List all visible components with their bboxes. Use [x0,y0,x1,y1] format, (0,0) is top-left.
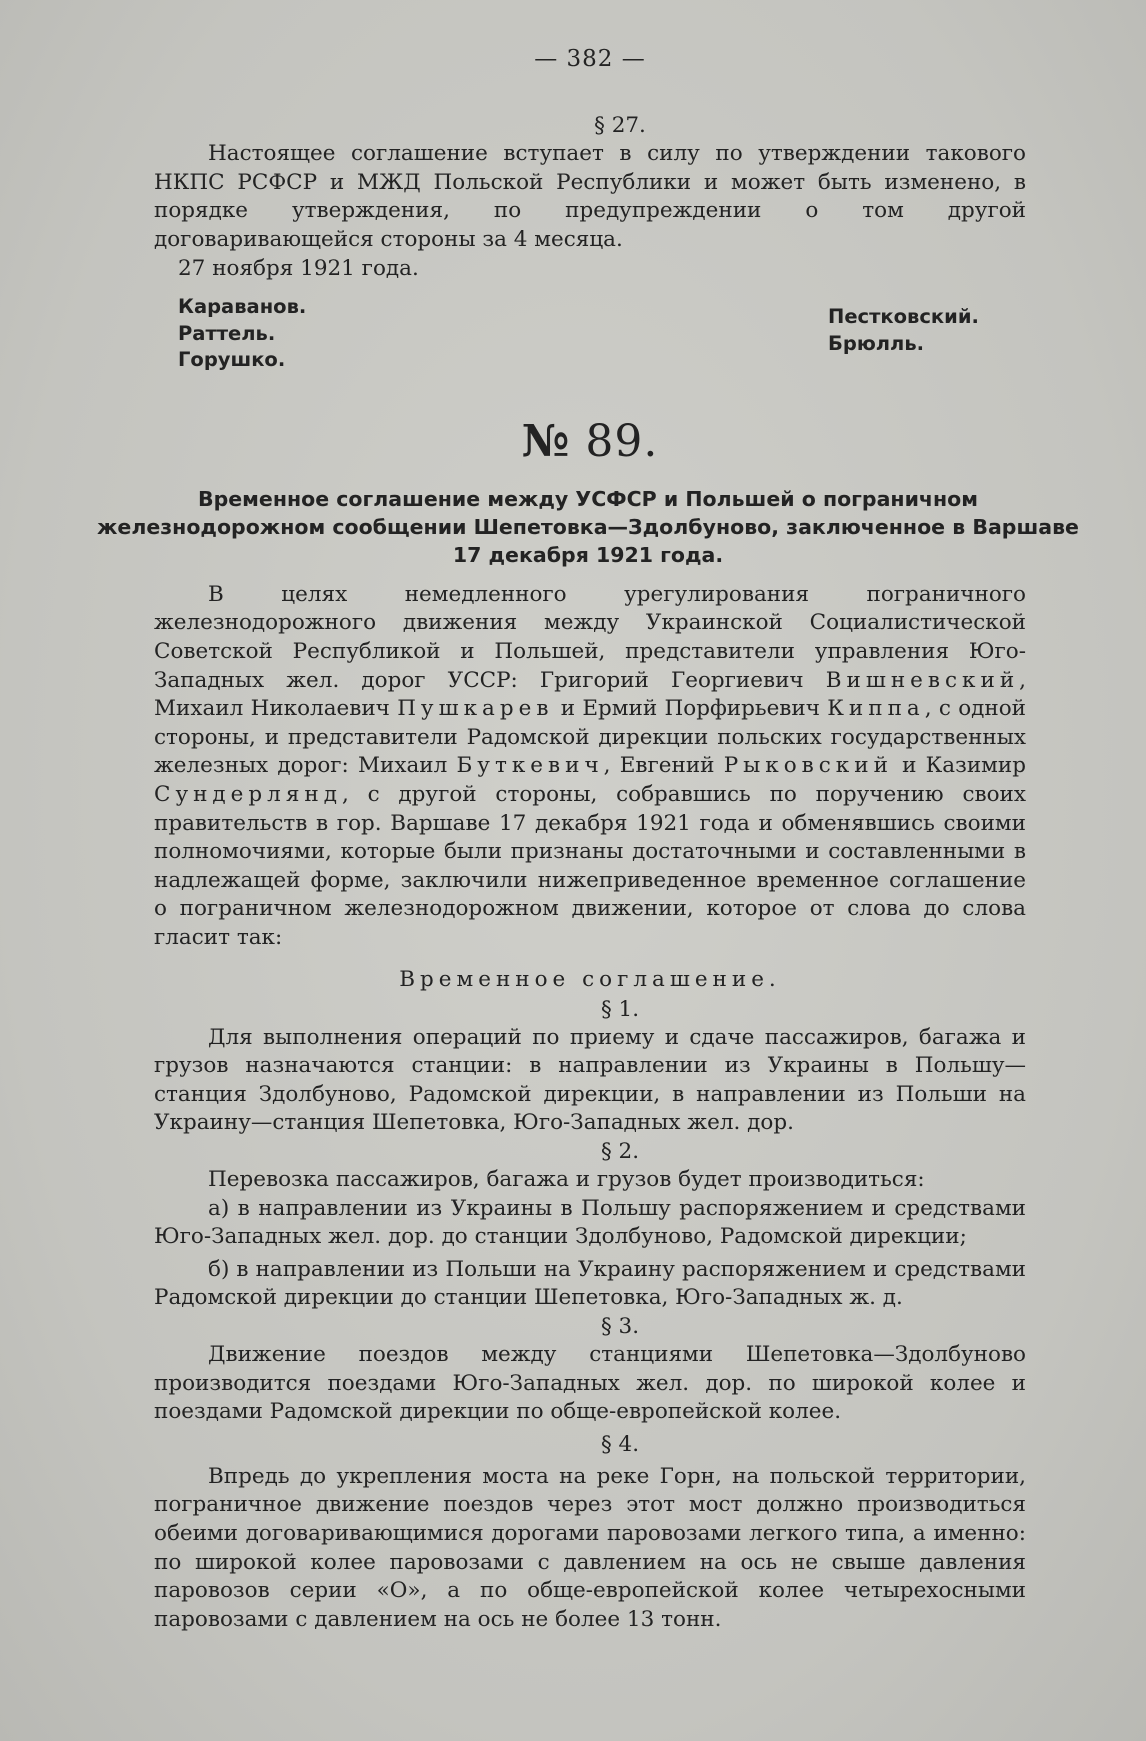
section-27-mark: § 27. [594,113,646,138]
document-number [154,416,1026,467]
person-name: Киппа [827,696,925,722]
agreement-heading: Временное соглашение. [399,966,781,992]
section-4-text: Впредь до укрепления моста на реке Горн, на польской территории, пограничное движение поездов через этот мост должно производиться обеими договаривающимися дорогами паровозами легкого типа, а именно: по широкой колее паровозами с давлением на ось не свыше давления паровозов серии «О», а по обще-европейской колее четырехосными паровозами с давлением на ось не более 13 тонн. [154,1463,1026,1632]
signing-date [154,254,1026,284]
number-sign: № [521,415,571,467]
signature-name: Караванов. [178,295,307,319]
signature-name: Горушко. [178,348,286,372]
person-name: Рыковский [723,753,893,779]
person-name: Сундерлянд [154,782,342,808]
preamble-text: , Евгений [603,753,724,779]
section-2-intro: Перевозка пассажиров, багажа и грузов будет производиться: [208,1166,925,1192]
section-2-mark: § 2. [600,1138,640,1164]
document-title: Временное соглашение между УСФСР и Польшей о пограничном железнодорожном сообщении Шепетовка—Здолбуново, заключенное в Варшаве 17 декабря 1921 года. [97,486,1079,567]
signatures-block [154,294,1026,374]
signatures-left [154,294,306,374]
person-name: Пушкарев [397,696,554,722]
section-3-text: Движение поездов между станциями Шепетовка—Здолбуново производится поездами Юго-Западных жел. дор. по широкой колее и поездами Радомской дирекции по обще-европейской колее. [154,1341,1026,1425]
section-2-item-a: а) в направлении из Украины в Польшу распоряжением и средствами Юго-Западных жел. дор. до станции Здолбуново, Радомской дирекции; [154,1195,1026,1250]
section-2-item-b: б) в направлении из Польши на Украину распоряжением и средствами Радомской дирекции до станции Шепетовка, Юго-Западных ж. д. [154,1256,1026,1311]
section-1-mark: § 1. [600,996,640,1022]
signature-name: Брюлль. [828,331,925,355]
preamble-text: , с одной стороны, и представители Радомской дирекции польских государственных железных дорог: Михаил [154,696,1026,779]
preamble-text: и Ермий Порфирьевич [553,696,828,722]
person-name: Буткевич [456,753,604,779]
section-4-mark: § 4. [600,1431,640,1457]
signature-name: Пестковский. [828,305,979,329]
preamble-text: и Казимир [892,753,1026,779]
section-3-mark: § 3. [600,1313,640,1339]
preamble-paragraph [154,581,1026,953]
number-value: 89. [585,415,659,467]
signature-name: Раттель. [178,321,276,345]
page-number: — 382 — [534,46,646,72]
section-1-text: Для выполнения операций по приему и сдаче пассажиров, багажа и грузов назначаются станции: в направлении из Украины в Польшу—станция Здолбуново, Радомской дирекции, в направлении из Польши на Украину—станция Шепетовка, Юго-Западных жел. дор. [154,1024,1026,1136]
signatures-right [828,294,1026,374]
preamble-text: , Михаил Николаевич [154,667,1026,722]
person-name: Вишневский [825,667,1020,693]
preamble-text: , с другой стороны, собравшись по поручению своих правительств в гор. Варшаве 17 декабря 1921 года и обменявшись своими полномочиями, которые были признаны достаточными и составленными в надлежащей форме, заключили нижеприведенное временное соглашение о пограничном железнодорожном движении, которое от слова до слова гласит так: [154,782,1026,950]
section-27-text: Настоящее соглашение вступает в силу по утверждении такового НКПС РСФСР и МЖД Польской Республики и может быть изменено, в порядке утверждения, по предупреждении о том другой договаривающейся стороны за 4 месяца. [154,141,1026,252]
preamble-text: В целях немедленного урегулирования пограничного железнодорожного движения между Украинской Социалистической Советской Республикой и Польшей, представители управления Юго-Западных жел. дорог УССР: Григорий Георгиевич [154,581,1026,693]
signing-date-text: 27 ноября 1921 года. [178,256,419,282]
